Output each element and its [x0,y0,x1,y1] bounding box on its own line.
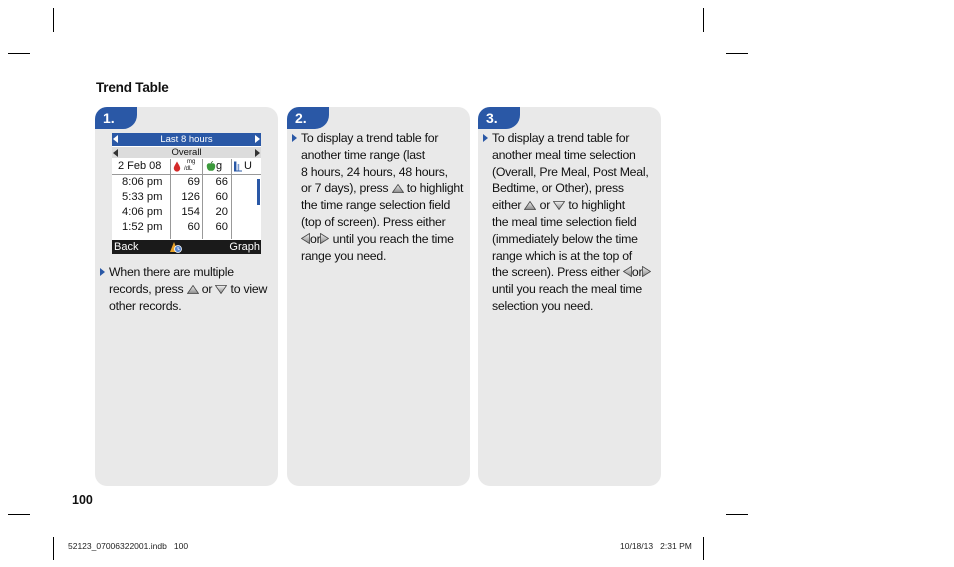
print-slug-left: 52123_07006322001.indb 100 [68,541,189,551]
up-button-icon [187,285,199,294]
text-line: other records. [109,298,182,313]
section-title: Trend Table [96,80,169,95]
table-row [112,190,261,205]
text-line: the meal time selection field [492,214,637,229]
row-time: 8:06 pm [122,176,163,188]
row-time: 5:33 pm [122,191,163,203]
screen-footer [112,240,261,254]
row-bg: 154 [181,206,200,218]
text-line: To display a trend table for [492,131,630,145]
down-button-icon [553,201,565,210]
text-line: 8 hours, 24 hours, 48 hours, [301,164,448,179]
page-number: 100 [72,493,93,507]
text-line: to view [230,281,268,296]
crop-mark [8,53,30,54]
print-slug-right: 10/18/13 2:31 PM [620,541,692,551]
text-line: range you need. [301,248,387,263]
text-line: another meal time selection [492,147,636,162]
table-row [112,175,261,190]
text-line: until you reach the meal time [492,282,642,297]
carb-unit: g [216,160,223,172]
left-arrow-icon [113,135,118,143]
bullet-arrow-icon [100,268,105,276]
meter-screen [112,133,261,254]
table-header [112,159,261,174]
text-line: either [492,198,522,213]
step-number-badge: 1. [95,107,137,129]
graph-toggle-icon [169,241,183,253]
left-button-icon [301,233,310,244]
text-line: or [631,265,643,280]
graph-softkey: Graph [229,241,260,253]
insulin-pen-icon [233,161,243,172]
text-line: To display a trend table for [301,131,439,145]
bullet-arrow-icon [292,134,297,142]
text-line: or [539,198,551,213]
right-button-icon [642,266,651,277]
step-2-text [301,130,467,264]
trend-rows [112,175,261,235]
row-bg: 126 [181,191,200,203]
bg-unit [184,159,195,172]
table-date: 2 Feb 08 [118,160,162,172]
step-number-badge: 2. [287,107,329,129]
bg-unit-top: mg [187,159,196,165]
crop-mark [726,514,748,515]
apple-icon [206,161,216,172]
step-number-badge: 3. [478,107,520,129]
insulin-unit: U [244,160,252,172]
blood-drop-icon [173,161,181,172]
row-carbs: 60 [215,191,228,203]
text-line: the time range selection field [301,198,451,213]
meal-time-field [112,147,261,158]
text-line: another time range (last [301,147,425,162]
up-button-icon [524,201,536,210]
text-line: or 7 days), press [301,181,389,196]
text-line: selection you need. [492,298,594,313]
text-line: the screen). Press either [492,265,620,280]
step-1-text [109,264,269,314]
row-bg: 69 [187,176,200,188]
text-line: until you reach the time [332,231,454,246]
crop-mark [703,537,704,560]
crop-mark [53,537,54,560]
scrollbar [257,179,260,205]
crop-mark [53,8,54,32]
meal-time-label: Overall [171,147,202,158]
right-button-icon [320,233,329,244]
row-bg: 60 [187,221,200,233]
text-line: range which is at the top of [492,248,632,263]
row-time: 4:06 pm [122,206,163,218]
text-line: or [310,231,321,246]
table-row [112,205,261,220]
row-carbs: 60 [215,221,228,233]
step-3-text [492,130,660,315]
text-line: records, press [109,281,184,296]
crop-mark [703,8,704,32]
text-line: Bedtime, or Other), press [492,181,624,196]
text-line: or [201,281,213,296]
text-line: (immediately below the time [492,231,638,246]
crop-mark [726,53,748,54]
text-line: When there are multiple [109,265,234,279]
right-arrow-icon [255,135,260,143]
bg-unit-bottom: /dL [184,165,193,172]
crop-mark [8,514,30,515]
back-softkey: Back [114,241,139,253]
time-range-label: Last 8 hours [160,134,213,145]
text-line: (top of screen). Press either [301,214,446,229]
down-button-icon [215,285,227,294]
left-button-icon [623,266,632,277]
row-carbs: 20 [215,206,228,218]
row-time: 1:52 pm [122,221,163,233]
row-carbs: 66 [215,176,228,188]
left-arrow-icon [113,149,118,157]
text-line: to highlight [568,198,625,213]
up-button-icon [392,184,404,193]
text-line: to highlight [406,181,464,196]
right-arrow-icon [255,149,260,157]
table-row [112,220,261,235]
text-line: (Overall, Pre Meal, Post Meal, [492,164,649,179]
bullet-arrow-icon [483,134,488,142]
time-range-field [112,133,261,146]
